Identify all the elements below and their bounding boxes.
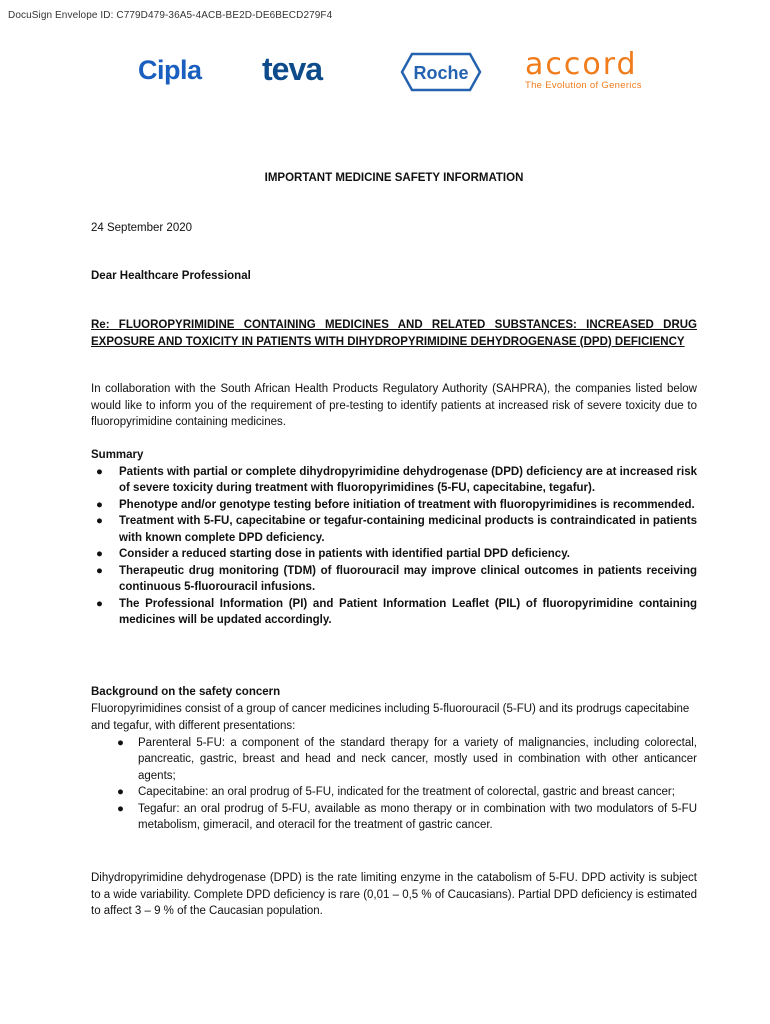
- bullet-icon: ●: [96, 564, 103, 577]
- summary-list: [91, 464, 697, 629]
- bullet-icon: ●: [117, 736, 124, 749]
- bullet-icon: ●: [96, 548, 103, 560]
- summary-item: ● Therapeutic drug monitoring (TDM) of fluorouracil may improve clinical outcomes in patients receiving continuous 5-fluorouracil infusions.: [96, 564, 697, 593]
- cipla-logo: Cipla: [138, 55, 202, 85]
- letter-date: 24 September 2020: [91, 222, 193, 234]
- summary-item: ● The Professional Information (PI) and Patient Information Leaflet (PIL) of fluoropyrimidine containing medicines will be updated accordingly.: [96, 597, 697, 626]
- accord-logo-tagline: The Evolution of Generics: [525, 80, 642, 91]
- docusign-envelope-id: DocuSign Envelope ID: C779D479-36A5-4ACB-BE2D-DE6BECD279F4: [8, 10, 333, 21]
- intro-paragraph: In collaboration with the South African Health Products Regulatory Authority (SAHPRA), the companies listed below would like to inform you of the requirement of pre-testing to identify patients at increased risk of severe toxicity due to fluoropyrimidine containing medicines.: [91, 383, 697, 428]
- letter-title: IMPORTANT MEDICINE SAFETY INFORMATION: [264, 172, 524, 184]
- summary-item: ● Patients with partial or complete dihydropyrimidine dehydrogenase (DPD) deficiency are at increased risk of severe toxicity during treatment with fluoropyrimidines (5-FU, capecitabine, tegafur).: [96, 465, 697, 494]
- background-item: ● Tegafur: an oral prodrug of 5-FU, available as mono therapy or in combination with two modulators of 5-FU metabolism, gimeracil, and oteracil for the treatment of gastric cancer.: [117, 802, 697, 831]
- background-item: ● Parenteral 5-FU: a component of the standard therapy for a variety of malignancies, including colorectal, pancreatic, gastric, breast and head and neck cancer, mostly used in combination with other anticancer agents;: [117, 736, 697, 782]
- background-list: [91, 735, 697, 834]
- roche-logo-text: Roche: [413, 63, 469, 83]
- roche-logo: [400, 52, 482, 92]
- background-heading: Background on the safety concern: [91, 686, 281, 698]
- salutation: Dear Healthcare Professional: [91, 270, 251, 282]
- bullet-icon: ●: [117, 802, 124, 815]
- logo-bar: [0, 47, 770, 100]
- background-section: [91, 684, 697, 834]
- dpd-paragraph: Dihydropyrimidine dehydrogenase (DPD) is the rate limiting enzyme in the catabolism of 5-FU. DPD activity is subject to a wide variability. Complete DPD deficiency is rare (0,01 – 0,5 % of Caucasians). Partial DPD deficiency is estimated to affect 3 – 9 % of the Caucasian population.: [91, 872, 697, 917]
- summary-item: ● Consider a reduced starting dose in patients with identified partial DPD deficiency.: [91, 546, 697, 563]
- bullet-icon: ●: [117, 786, 124, 798]
- summary-heading: Summary: [91, 449, 144, 461]
- summary-item: ● Treatment with 5-FU, capecitabine or tegafur-containing medicinal products is contraindicated in patients with known complete DPD deficiency.: [96, 515, 697, 544]
- roche-hexagon-icon: [400, 52, 482, 92]
- summary-section: [91, 447, 697, 629]
- bullet-icon: ●: [96, 465, 103, 478]
- accord-logo: [525, 47, 703, 91]
- accord-logo-name: accord: [525, 47, 638, 82]
- background-item: ● Capecitabine: an oral prodrug of 5-FU, indicated for the treatment of colorectal, gastric and breast cancer;: [91, 784, 697, 801]
- subject-line: Re: FLUOROPYRIMIDINE CONTAINING MEDICINES AND RELATED SUBSTANCES: INCREASED DRUG EXPOSURE AND TOXICITY IN PATIENTS WITH DIHYDROPYRIMIDINE DEHYDROGENASE (DPD) DEFICIENCY: [91, 319, 697, 348]
- summary-item: ● Phenotype and/or genotype testing before initiation of treatment with fluoropyrimidines is recommended.: [91, 497, 697, 514]
- bullet-icon: ●: [96, 498, 103, 511]
- bullet-icon: ●: [96, 515, 103, 527]
- bullet-icon: ●: [96, 597, 103, 610]
- teva-logo: teva: [262, 51, 323, 87]
- background-text: Fluoropyrimidines consist of a group of cancer medicines including 5-fluorouracil (5-FU) and its prodrugs capecitabine and tegafur, with different presentations:: [91, 702, 690, 732]
